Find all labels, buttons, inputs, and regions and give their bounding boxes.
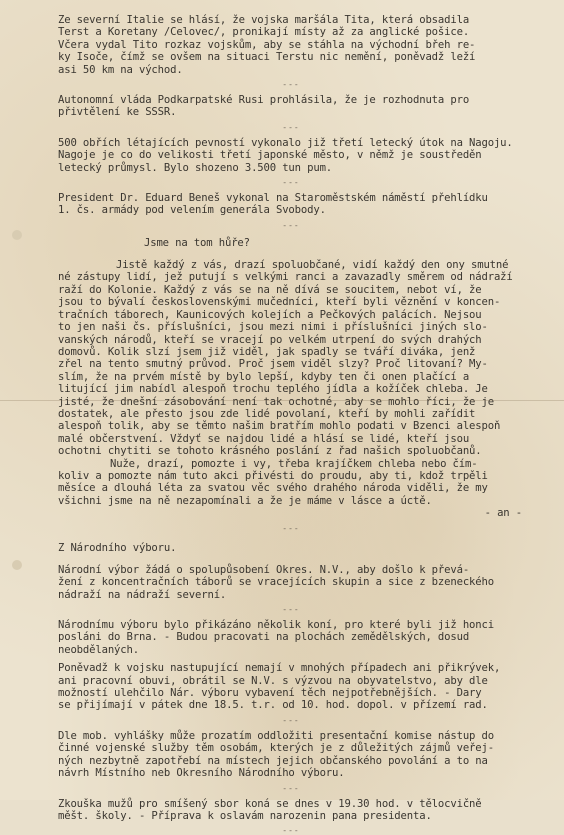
text-line: jisté, že dnešní zásobování není tak ochotné, aby se mohlo říci, že je bbox=[58, 395, 494, 408]
text-line: Ze severní Italie se hlásí, že vojska maršála Tita, která obsadila bbox=[58, 14, 470, 26]
text-line: litující jim nabídl alespoň trochu teplého jídla a kožíček chleba. Je bbox=[58, 383, 488, 396]
news-item bbox=[58, 564, 524, 601]
text-line: zřel na tento smutný průvod. Proč jsem viděl slzy? Proč litovaní? My- bbox=[58, 358, 488, 371]
text-line: žení z koncentračních táborů se vracejících skupin a sice z bzeneckého bbox=[58, 576, 494, 589]
text-line: Národnímu výboru bylo přikázáno několik koní, pro které byli již honci bbox=[58, 619, 494, 632]
punch-hole bbox=[12, 560, 22, 570]
text-line: Autonomní vláda Podkarpatské Rusi prohlásila, že je rozhodnuta pro bbox=[58, 94, 470, 107]
text-line: tračních táborech, Kaunicových kolejích a Pečkových palácích. Nejsou bbox=[58, 308, 482, 321]
text-line: dostatek, ale přesto jsou zde lidé povolaní, kteří by mohli zařídit bbox=[58, 407, 476, 420]
text-line: Nuže, drazí, pomozte i vy, třeba krajíčkem chleba nebo čím- bbox=[110, 457, 478, 470]
separator: --- bbox=[282, 220, 300, 230]
text-line: Včera vydal Tito rozkaz vojskům, aby se stáhla na východní břeh re- bbox=[58, 38, 476, 51]
text-line: ných nezbytně zapotřebí na místech jejich občanského povolání a to na bbox=[58, 754, 488, 767]
text-line: možností ulehčilo Nár. výboru vybavení těch nejpotřebnějších. - Dary bbox=[58, 687, 482, 700]
text-line: posláni do Brna. - Budou pracovati na plochách zemědělských, dosud bbox=[58, 631, 470, 644]
text-line: Poněvadž k vojsku nastupující nemají v mnohých případech ani přikrývek, bbox=[58, 662, 501, 675]
separator: --- bbox=[282, 80, 300, 90]
separator: --- bbox=[282, 122, 300, 132]
paper-fold bbox=[0, 400, 564, 401]
text-line: ochotni chytiti se tohoto krásného poslání z řad našich spoluobčanů. bbox=[58, 445, 482, 458]
text-line: malé občerstvení. Vždyť se najdou lidé a hlásí se lidé, kteří jsou bbox=[58, 432, 470, 445]
news-item bbox=[58, 94, 524, 119]
text-line: ani pracovní obuvi, obrátil se N.V. s výzvou na obyvatelstvo, aby dle bbox=[58, 674, 488, 687]
separator: --- bbox=[282, 826, 300, 835]
text-line: měsíce a dlouhá léta za svatou věc svého drahého národa viděli, že my bbox=[58, 482, 488, 495]
text-line: to jen naši čs. příslušníci, jsou mezi nimi i příslušníci jiných slo- bbox=[58, 321, 488, 334]
news-item bbox=[58, 192, 524, 217]
heading-text: Z Národního výboru. bbox=[58, 541, 177, 554]
text-line: činné vojenské služby těm osobám, kterých je z důležitých zájmů veřej- bbox=[58, 742, 494, 755]
text-line: Zkouška mužů pro smíšený sbor koná se dnes v 19.30 hod. v tělocvičně bbox=[58, 797, 482, 810]
news-item bbox=[58, 730, 524, 780]
text-line: měšt. školy. - Příprava k oslavám narozenin pana presidenta. bbox=[58, 809, 432, 822]
text-line: všichni jsme na ně nezapomínali a že je máme v lásce a úctě. bbox=[58, 494, 432, 507]
text-line: návrh Místního neb Okresního Národního výboru. bbox=[58, 767, 345, 780]
article-signature: - an - bbox=[484, 507, 522, 520]
separator: --- bbox=[282, 523, 300, 533]
separator: --- bbox=[282, 178, 300, 188]
text-line: President Dr. Eduard Beneš vykonal na Staroměstském náměstí přehlídku bbox=[58, 192, 488, 205]
text-line: přivtělení ke SSSR. bbox=[58, 106, 177, 119]
text-line: 500 obřích létajících pevností vykonalo již třetí letecký útok na Nagoju. bbox=[58, 136, 513, 149]
text-line: neobdělaných. bbox=[58, 643, 139, 656]
text-line: letecký průmysl. Bylo shozeno 3.500 tun pum. bbox=[58, 161, 333, 174]
news-item bbox=[58, 137, 524, 174]
article-body bbox=[58, 259, 524, 520]
text-line: domovů. Kolik slzí jsem již viděl, jak spadly se tváří diváka, jenž bbox=[58, 345, 476, 358]
news-item bbox=[58, 14, 524, 76]
text-line: se přijímají v pátek dne 18.5. t.r. od 10. hod. dopol. v přízemí rad. bbox=[58, 699, 488, 712]
text-line: koliv a pomozte nám tuto akci přivésti do proudu, aby ti, kdož trpěli bbox=[58, 469, 488, 482]
separator: --- bbox=[282, 715, 300, 725]
text-line: nádraží na nádraží severní. bbox=[58, 588, 227, 601]
text-line: Jistě každý z vás, drazí spoluobčané, vidí každý den ony smutné bbox=[116, 259, 509, 272]
text-line: vanských národů, kteří se vracejí po velkém utrpení do svých drahých bbox=[58, 333, 482, 346]
text-line: Národní výbor žádá o spolupůsobení Okres. N.V., aby došlo k převá- bbox=[58, 563, 470, 576]
document-body bbox=[58, 14, 524, 834]
punch-hole bbox=[12, 230, 22, 240]
text-line: asi 50 km na východ. bbox=[58, 63, 183, 76]
text-line: slím, že na prvém místě by bylo lepší, kdyby ten či onen plačící a bbox=[58, 370, 470, 383]
section-heading bbox=[58, 542, 524, 554]
text-line: 1. čs. armády pod velením generála Svobody. bbox=[58, 204, 326, 217]
heading-text: Jsme na tom hůře? bbox=[144, 236, 250, 249]
text-line: Nagoje je co do velikosti třetí japonské město, v němž je soustředěn bbox=[58, 149, 482, 162]
text-line: jsou to bývalí československými mučedníci, kteří byli věznění v koncen- bbox=[58, 296, 501, 309]
news-item bbox=[58, 798, 524, 823]
text-line: né zástupy lidí, jež putují s velkými ranci a zavazadly směrem od nádraží bbox=[58, 271, 513, 284]
text-line: Dle mob. vyhlášky může prozatím oddložiti presentační komise nástup do bbox=[58, 729, 494, 742]
news-item bbox=[58, 619, 524, 656]
separator: --- bbox=[282, 783, 300, 793]
section-heading bbox=[144, 237, 524, 249]
text-line: raží do Kolonie. Každý z vás se na ně dívá se soucitem, nebot ví, že bbox=[58, 283, 482, 296]
separator: --- bbox=[282, 605, 300, 615]
text-line: Terst a Koretany /Celovec/, pronikají místy až za anglické pošice. bbox=[58, 26, 470, 39]
news-item bbox=[58, 662, 524, 712]
text-line: ky Isoče, čímž se ovšem na situaci Terstu nic nemění, poněvadž leží bbox=[58, 51, 476, 64]
text-line: alespoň tolik, aby se těmto našim bratřím mohlo podati v Bzenci alespoň bbox=[58, 420, 501, 433]
